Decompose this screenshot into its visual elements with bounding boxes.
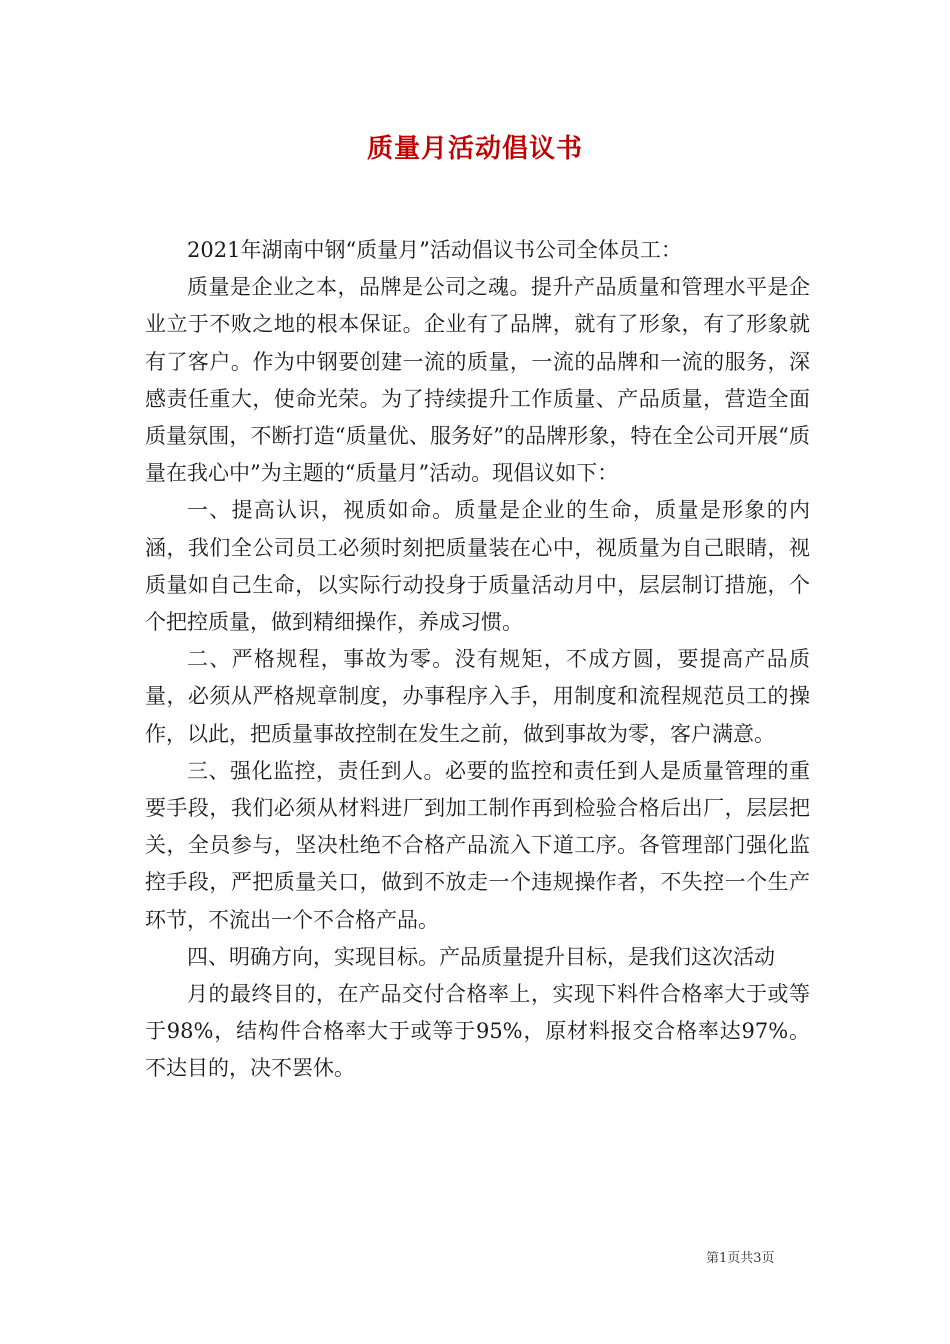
paragraph-point-4-continued: 月的最终目的，在产品交付合格率上，实现下料件合格率大于或等于98%，结构件合格率大于或等于95%，原材料报交合格率达97%。不达目的，决不罢休。 (145, 982, 810, 1081)
paragraph-point-4: 四、明确方向，实现目标。产品质量提升目标，是我们这次活动 (187, 944, 775, 969)
paragraph-intro: 质量是企业之本，品牌是公司之魂。提升产品质量和管理水平是企业立于不败之地的根本保证。企业有了品牌，就有了形象，有了形象就有了客户。作为中钢要创建一流的质量，一流的品牌和一流的服务，深感责任重大，使命光荣。为了持续提升工作质量、产品质量，营造全面质量氛围，不断打造“质量优、服务好”的品牌形象，特在全公司开展“质量在我心中”为主题的“质量月”活动。现倡议如下： (145, 275, 810, 486)
paragraph-salutation: 2021年湖南中钢“质量月”活动倡议书公司全体员工： (187, 238, 682, 262)
paragraph-point-2: 二、严格规程，事故为零。没有规矩，不成方圆，要提高产品质量，必须从严格规章制度，办事程序入手，用制度和流程规范员工的操作，以此，把质量事故控制在发生之前，做到事故为零，客户满意。 (145, 647, 810, 746)
document-title: 质量月活动倡议书 (366, 134, 583, 164)
page-number: 第1页共3页 (706, 1251, 775, 1266)
paragraph-point-1: 一、提高认识，视质如命。质量是企业的生命，质量是形象的内涵，我们全公司员工必须时刻把质量装在心中，视质量为自己眼睛，视质量如自己生命，以实际行动投身于质量活动月中，层层制订措施，个个把控质量，做到精细操作，养成习惯。 (145, 498, 810, 635)
paragraph-point-3: 三、强化监控，责任到人。必要的监控和责任到人是质量管理的重要手段，我们必须从材料进厂到加工制作再到检验合格后出厂，层层把关，全员参与，坚决杜绝不合格产品流入下道工序。各管理部门强化监控手段，严把质量关口，做到不放走一个违规操作者，不失控一个生产环节，不流出一个不合格产品。 (145, 758, 810, 932)
document-body (145, 232, 810, 1088)
